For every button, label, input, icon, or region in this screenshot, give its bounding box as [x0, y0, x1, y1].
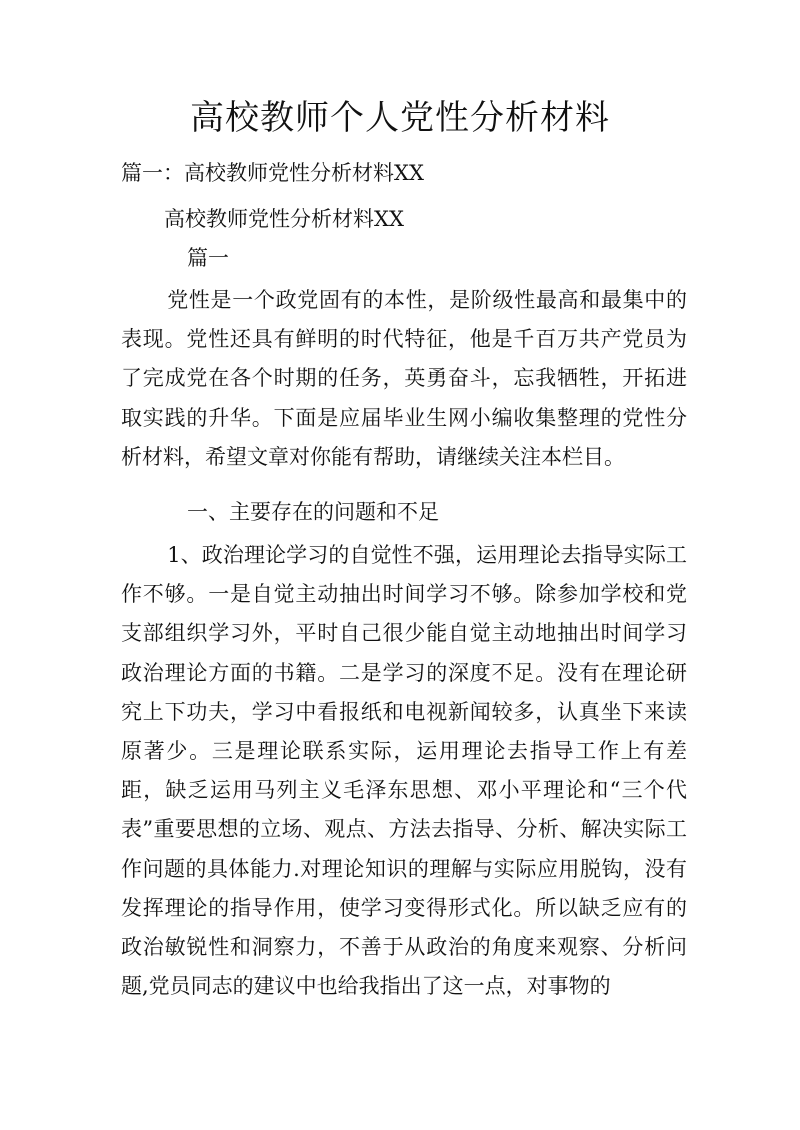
item-one-paragraph: 1、政治理论学习的自觉性不强，运用理论去指导实际工作不够。一是自觉主动抽出时间学习不够。除参加学校和党支部组织学习外，平时自己很少能自觉主动地抽出时间学习政治理论方面的书籍。二是学习的深度不足。没有在理论研究上下功夫，学习中看报纸和电视新闻较多，认真坐下来读原著少。三是理论联系实际，运用理论去指导工作上有差距，缺乏运用马列主义毛泽东思想、邓小平理论和“三个代表”重要思想的立场、观点、方法去指导、分析、解决实际工作问题的具体能力.对理论知识的理解与实际应用脱钩，没有发挥理论的指导作用，使学习变得形式化。所以缺乏应有的政治敏锐性和洞察力，不善于从政治的角度来观察、分析问题,党员同志的建议中也给我指出了这一点，对事物的 — [121, 543, 687, 999]
section-heading: 篇一：高校教师党性分析材料XX — [121, 161, 424, 185]
section-one-heading: 一、主要存在的问题和不足 — [187, 500, 439, 524]
part-label: 篇一 — [187, 246, 229, 270]
item-one-block — [121, 536, 687, 1006]
intro-block — [121, 281, 687, 477]
intro-paragraph: 党性是一个政党固有的本性，是阶级性最高和最集中的表现。党性还具有鲜明的时代特征，他是千百万共产党员为了完成党在各个时期的任务，英勇奋斗，忘我牺牲，开拓进取实践的升华。下面是应届毕业生网小编收集整理的党性分析材料，希望文章对你能有帮助，请继续关注本栏目。 — [121, 288, 687, 469]
sub-heading: 高校教师党性分析材料XX — [164, 207, 404, 231]
document-title: 高校教师个人党性分析材料 — [190, 98, 610, 138]
